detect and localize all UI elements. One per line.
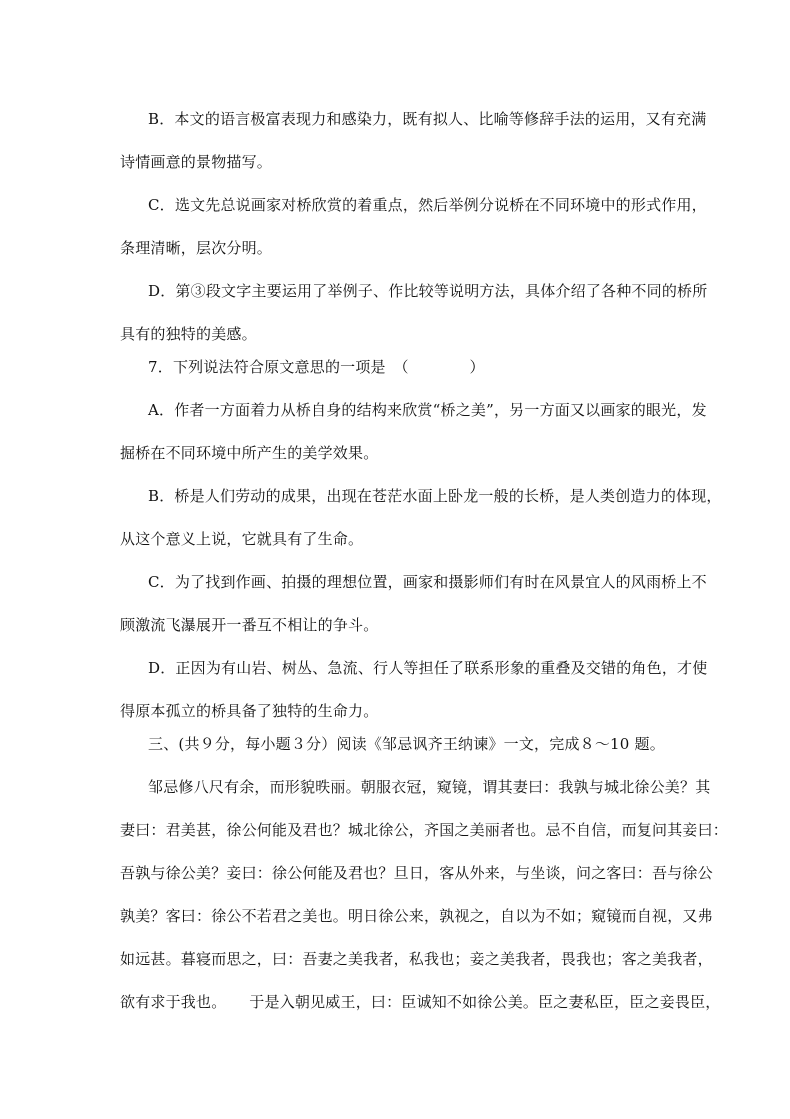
q7-option-d-line-1: D．正因为有山岩、树丛、急流、行人等担任了联系形象的重叠及交错的角色，才使: [148, 659, 708, 677]
q7-option-c-line-1: C．为了找到作画、拍摄的理想位置，画家和摄影师们有时在风景宜人的风雨桥上不: [148, 573, 707, 591]
section-three-heading: 三、(共９分，每小题３分）阅读《邹忌讽齐王纳谏》一文，完成８～10 题。: [148, 735, 665, 753]
option-d-line-2: 具有的独特的美感。: [120, 325, 257, 343]
question-7: 7．下列说法符合原文意思的一项是 （ ）: [148, 358, 485, 376]
option-b-line-2: 诗情画意的景物描写。: [120, 153, 273, 171]
q7-option-a-line-2: 掘桥在不同环境中所产生的美学效果。: [120, 444, 379, 462]
passage-line-5: 如远甚。暮寝而思之，曰：吾妻之美我者，私我也；妾之美我者，畏我也；客之美我者，: [120, 950, 713, 968]
q7-option-b-line-2: 从这个意义上说，它就具有了生命。: [120, 530, 364, 548]
option-c-line-1: C．选文先总说画家对桥欣赏的着重点，然后举例分说桥在不同环境中的形式作用，: [148, 196, 707, 214]
passage-line-3: 吾孰与徐公美？妾曰：徐公何能及君也？旦日，客从外来，与坐谈，问之客曰：吾与徐公: [120, 864, 713, 882]
passage-line-6: 欲有求于我也。 于是入朝见威王，曰：臣诚知不如徐公美。臣之妻私臣，臣之妾畏臣，: [120, 993, 721, 1011]
passage-line-2: 妻曰：君美甚，徐公何能及君也？城北徐公，齐国之美丽者也。忌不自信，而复问其妾曰：: [120, 821, 729, 839]
option-c-line-2: 条理清晰，层次分明。: [120, 239, 273, 257]
option-b-line-1: B．本文的语言极富表现力和感染力，既有拟人、比喻等修辞手法的运用，又有充满: [148, 110, 707, 128]
passage-line-1: 邹忌修八尺有余，而形貌昳丽。朝服衣冠，窥镜，谓其妻曰：我孰与城北徐公美？其: [148, 778, 711, 796]
passage-line-4: 孰美？客曰：徐公不若君之美也。明日徐公来，孰视之，自以为不如；窥镜而自视，又弗: [120, 907, 713, 925]
q7-option-c-line-2: 顾激流飞瀑展开一番互不相让的争斗。: [120, 616, 379, 634]
option-d-line-1: D．第③段文字主要运用了举例子、作比较等说明方法，具体介绍了各种不同的桥所: [148, 282, 708, 300]
q7-option-b-line-1: B．桥是人们劳动的成果，出现在苍茫水面上卧龙一般的长桥，是人类创造力的体现，: [148, 487, 722, 505]
q7-option-d-line-2: 得原本孤立的桥具备了独特的生命力。: [120, 702, 379, 720]
q7-option-a-line-1: A．作者一方面着力从桥自身的结构来欣赏“桥之美”，另一方面又以画家的眼光，发: [148, 401, 707, 419]
